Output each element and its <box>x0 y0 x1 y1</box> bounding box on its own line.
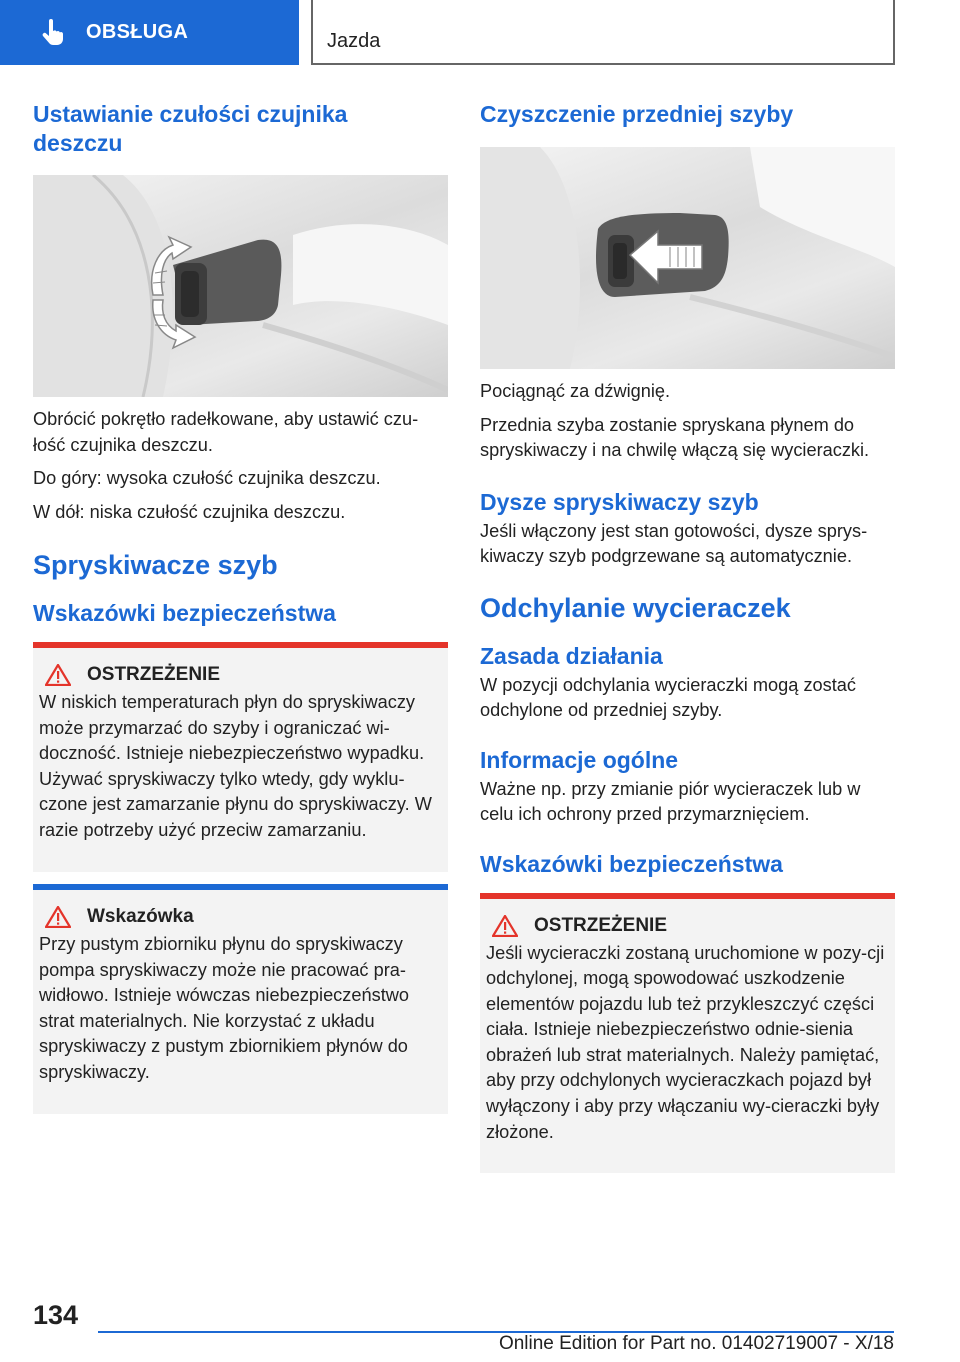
general-info-para: Ważne np. przy zmianie piór wycieraczek lub w celu ich ochrony przed przymarznięciem. <box>480 778 861 824</box>
right-warning-box <box>480 893 895 1173</box>
right-column <box>480 100 895 1173</box>
left-note-title: Wskazówka <box>87 906 194 927</box>
warning-triangle-icon <box>45 664 71 686</box>
left-warning-text: W niskich temperaturach płyn do spryskiwaczy może przymarzać do szyby i ograniczać wi‐doczność. Istnieje niebezpieczeństwo wypadku. Używać spryskiwaczy tylko wtedy, gdy wyklu‐czone jest zamarzanie płynu do spryskiwaczy. W razie potrzeby użyć przeciw zamarzaniu. <box>39 692 432 840</box>
wiper-fold-heading: Odchylanie wycieraczek <box>480 592 791 623</box>
wiper-lever-illustration <box>480 147 895 369</box>
left-column <box>33 100 448 1114</box>
windshield-para-2: Przednia szyba zostanie spryskana płynem do spryskiwaczy i na chwilę włączą się wycieraczki. <box>480 414 870 460</box>
principle-para: W pozycji odchylania wycieraczki mogą zostać odchylone od przedniej szyby. <box>480 674 857 720</box>
warning-bar <box>33 642 448 648</box>
left-safety-heading: Wskazówki bezpieczeństwa <box>33 600 336 626</box>
rain-sensor-para-3: W dół: niska czułość czujnika deszczu. <box>33 501 346 522</box>
windshield-lever-photo <box>480 147 895 369</box>
hand-pointer-icon <box>40 19 66 47</box>
footer-edition: Online Edition for Part no. 01402719007 - X/18 <box>498 1333 894 1354</box>
right-warning-title: OSTRZEŻENIE <box>534 914 668 936</box>
left-note-box <box>33 884 448 1114</box>
header-tab-label: OBSŁUGA <box>86 21 189 43</box>
left-note-text: Przy pustym zbiorniku płynu do spryskiwaczy pompa spryskiwaczy może nie pracować pra‐widłowo. Istnieje wówczas niebezpieczeństwo strat materialnych. Nie korzystać z układu spryskiwaczy z pustym zbiornikiem płynów do spryskiwaczy. <box>39 934 409 1082</box>
warning-triangle-icon <box>492 915 518 937</box>
nozzles-heading: Dysze spryskiwaczy szyb <box>480 488 759 515</box>
principle-heading: Zasada działania <box>480 642 663 669</box>
header-tab[interactable] <box>0 0 299 65</box>
left-warning-title: OSTRZEŻENIE <box>87 664 221 685</box>
windshield-cleaning-heading: Czyszczenie przedniej szyby <box>480 101 794 127</box>
page-number: 134 <box>33 1300 79 1330</box>
left-warning-box <box>33 642 448 872</box>
header-section-title: Jazda <box>311 0 895 65</box>
rain-sensor-para-2: Do góry: wysoka czułość czujnika deszczu. <box>33 468 381 488</box>
note-bar <box>33 884 448 890</box>
warning-bar <box>480 893 895 899</box>
windshield-para-1: Pociągnąć za dźwignię. <box>480 381 671 401</box>
warning-triangle-icon <box>45 906 71 928</box>
nozzles-para: Jeśli włączony jest stan gotowości, dysze sprys‐kiwaczy szyb podgrzewane są automatycznie. <box>480 520 868 566</box>
general-info-heading: Informacje ogólne <box>480 746 679 773</box>
rain-sensor-heading: Ustawianie czułości czujnika deszczu <box>33 101 348 156</box>
knurled-wheel-illustration <box>33 175 448 397</box>
right-warning-text: Jeśli wycieraczki zostaną uruchomione w pozy‐cji odchylonej, mogą spowodować uszkodzenie elementów pojazdu lub też przykleszczyć części ciała. Istnieje niebezpieczeństwo odnie‐sienia obrażeń lub strat materialnych. Należy pamiętać, aby przy odchylonych wycieraczkach pojazd był wyłączony i aby przy włączaniu wy‐cieraczki były złożone. <box>486 942 885 1142</box>
right-safety-heading: Wskazówki bezpieczeństwa <box>480 850 783 877</box>
washers-heading: Spryskiwacze szyb <box>33 550 278 580</box>
rain-sensor-para-1: Obrócić pokrętło radełkowane, aby ustawić czu‐łość czujnika deszczu. <box>33 409 419 455</box>
rain-sensor-photo <box>33 175 448 397</box>
